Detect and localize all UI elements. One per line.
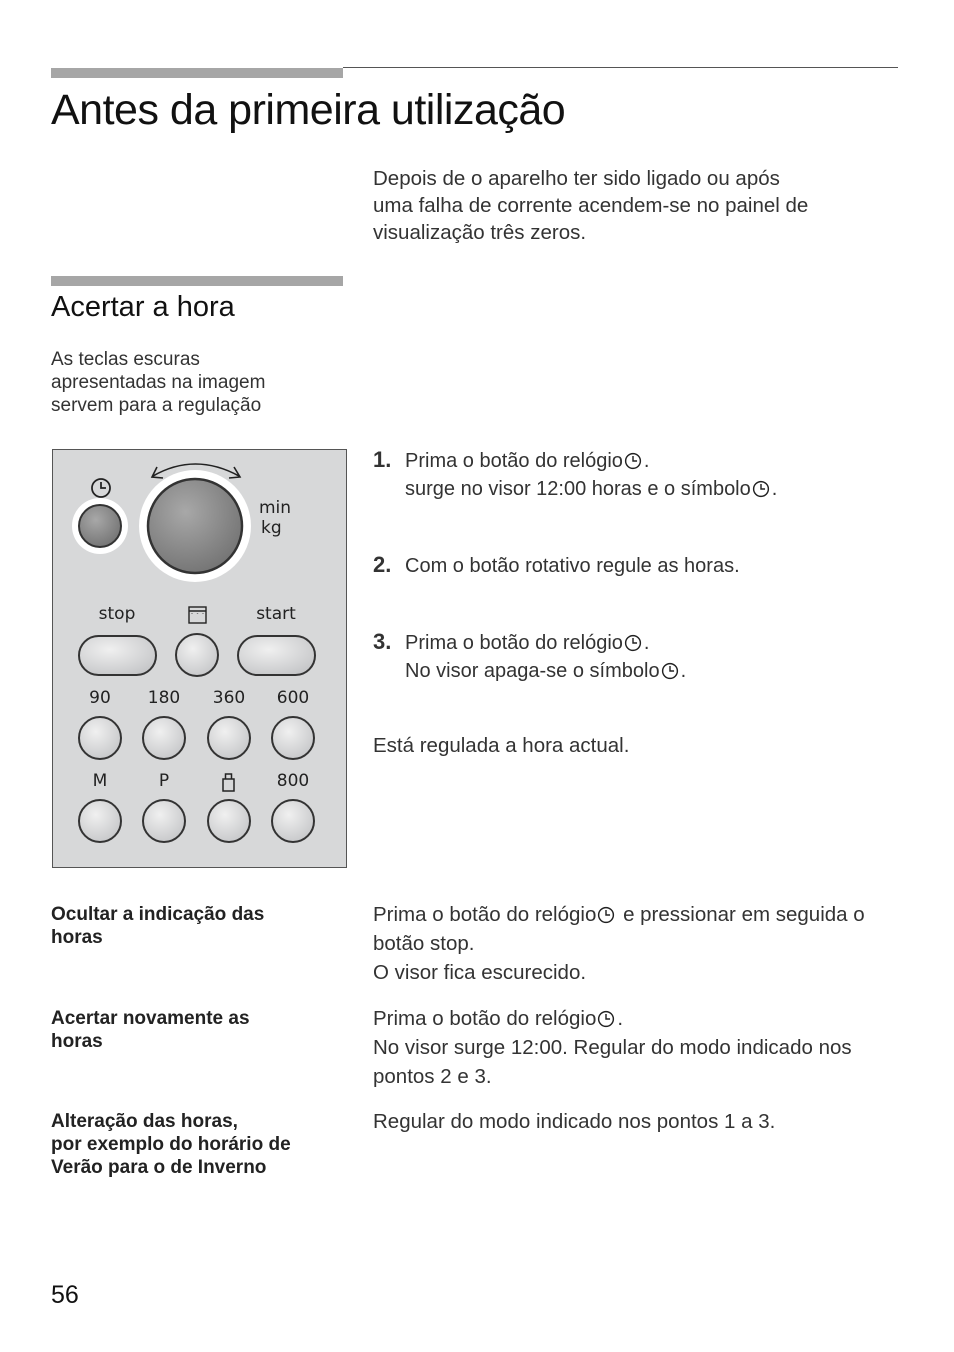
- section-heading-line: Alteração das horas,: [51, 1111, 238, 1132]
- section-heading: [51, 903, 351, 949]
- section-line: [373, 1004, 933, 1033]
- clock-icon: [624, 634, 642, 652]
- stop-button: [79, 636, 156, 675]
- page-number: 56: [51, 1281, 79, 1309]
- section-heading-line: por exemplo do horário de: [51, 1134, 291, 1155]
- step-line: [405, 657, 925, 685]
- step-text: .: [643, 632, 650, 654]
- intro-line: visualização três zeros.: [373, 221, 587, 244]
- step-number: 3.: [373, 629, 392, 654]
- power-600-button: [272, 717, 314, 759]
- step-text: No visor apaga-se o símbolo: [405, 660, 660, 682]
- weight-icon: [223, 774, 234, 791]
- section-heading-line: Verão para o de Inverno: [51, 1157, 267, 1178]
- stop-label: stop: [98, 604, 136, 624]
- section-heading-line: Ocultar a indicação das: [51, 904, 265, 925]
- start-button: [238, 636, 315, 675]
- oven-light-button: [176, 634, 218, 676]
- section-text: .: [617, 1007, 624, 1030]
- intro-line: Depois de o aparelho ter sido ligado ou após: [373, 167, 780, 190]
- section-heading-line: horas: [51, 1031, 103, 1052]
- step-line: [405, 629, 925, 657]
- control-panel-drawing: [53, 450, 346, 867]
- intro-line: uma falha de corrente acendem-se no painel de: [373, 194, 809, 217]
- step-3-text: [405, 629, 925, 685]
- step-text: .: [643, 450, 650, 472]
- section-heading-line: Acertar novamente as: [51, 1008, 250, 1029]
- step-text: .: [771, 478, 778, 500]
- power-600-label: 600: [276, 688, 310, 708]
- side-note-line: servem para a regulação: [51, 395, 262, 416]
- section-text: botão stop.: [373, 932, 475, 955]
- section-line: [373, 900, 933, 929]
- power-800-button: [272, 800, 314, 842]
- section-text: pontos 2 e 3.: [373, 1065, 492, 1088]
- power-90-label: 90: [89, 688, 111, 708]
- power-180-label: 180: [147, 688, 181, 708]
- step-1-text: [405, 447, 925, 503]
- power-90-button: [79, 717, 121, 759]
- program-label: P: [158, 771, 170, 791]
- section-title: Acertar a hora: [51, 291, 235, 323]
- memory-label: M: [92, 771, 108, 791]
- section-body: [373, 900, 933, 987]
- section-text: e pressionar em seguida o: [623, 903, 865, 926]
- rotary-knob: [148, 479, 242, 573]
- power-360-button: [208, 717, 250, 759]
- program-button: [143, 800, 185, 842]
- weight-button: [208, 800, 250, 842]
- step-number: 2.: [373, 552, 392, 577]
- clock-button: [79, 505, 121, 547]
- section-text: Prima o botão do relógio: [373, 903, 597, 926]
- clock-icon: [661, 662, 679, 680]
- page-title: Antes da primeira utilização: [51, 86, 566, 134]
- step-line: [405, 475, 925, 503]
- clock-icon: [597, 1010, 615, 1028]
- panel-clock-icon: [92, 479, 110, 497]
- section-heading: [51, 1110, 361, 1179]
- section-body: [373, 1108, 933, 1135]
- result-text: Está regulada a hora actual.: [373, 734, 630, 757]
- header-rule-thin: [343, 67, 898, 68]
- step-text: surge no visor 12:00 horas e o símbolo: [405, 478, 751, 500]
- side-note-line: apresentadas na imagem: [51, 372, 266, 393]
- section-text: Prima o botão do relógio: [373, 1007, 597, 1030]
- start-label: start: [256, 604, 296, 624]
- section-body: [373, 1004, 933, 1091]
- step-2-text: [405, 552, 925, 580]
- min-label: min: [259, 498, 292, 518]
- side-note-line: As teclas escuras: [51, 349, 200, 370]
- section-text: No visor surge 12:00. Regular do modo indicado nos: [373, 1036, 852, 1059]
- step-text: Prima o botão do relógio: [405, 450, 623, 472]
- step-text: .: [680, 660, 687, 682]
- section-text: O visor fica escurecido.: [373, 961, 587, 984]
- power-360-label: 360: [212, 688, 246, 708]
- memory-button: [79, 800, 121, 842]
- clock-icon: [624, 452, 642, 470]
- header-rule-thick: [51, 68, 343, 78]
- clock-icon: [597, 906, 615, 924]
- control-panel-illustration: [52, 449, 347, 868]
- step-line: [405, 447, 925, 475]
- side-note: [51, 348, 341, 417]
- clock-icon: [752, 480, 770, 498]
- step-text: Prima o botão do relógio: [405, 632, 623, 654]
- oven-icon: [189, 607, 206, 623]
- kg-label: kg: [261, 518, 282, 538]
- intro-text: [373, 165, 893, 246]
- section-rule: [51, 276, 343, 286]
- step-text: Com o botão rotativo regule as horas.: [405, 555, 740, 577]
- section-heading: [51, 1007, 351, 1053]
- step-number: 1.: [373, 447, 392, 472]
- section-text: Regular do modo indicado nos pontos 1 a 3.: [373, 1110, 776, 1133]
- power-180-button: [143, 717, 185, 759]
- section-heading-line: horas: [51, 927, 103, 948]
- power-800-label: 800: [276, 771, 310, 791]
